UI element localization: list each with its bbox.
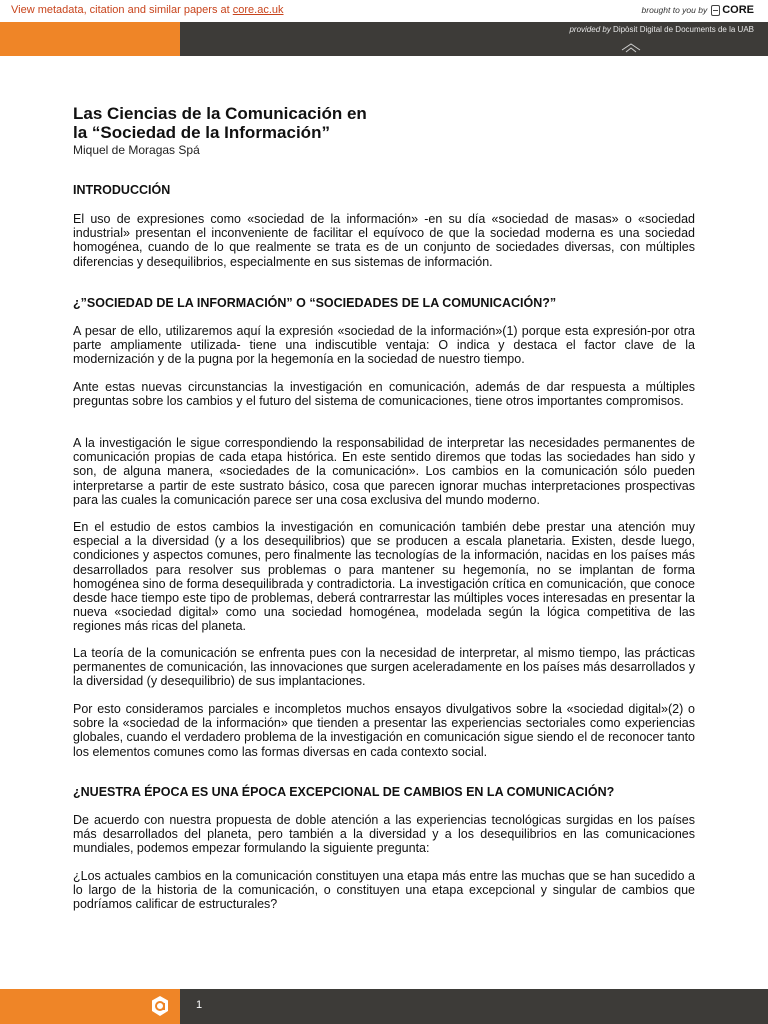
title-line-2: la “Sociedad de la Información” bbox=[73, 123, 330, 142]
view-metadata-label: View metadata, citation and similar papers at bbox=[11, 4, 230, 16]
core-logo-icon bbox=[711, 5, 720, 16]
paragraph-1: El uso de expresiones como «sociedad de la información» -en su día «sociedad de masas» o «sociedad industrial» presentan el inconveniente de facilitar el equívoco de que la sociedad moderna es una sociedad homogénea, cuando de lo que realmente se trata es de un conjunto de sociedades diversas, con múltiples diferencias y desequilibrios, especialmente en sus sistemas de información. bbox=[73, 212, 695, 269]
paragraph-5: En el estudio de estos cambios la investigación en comunicación también debe prestar una atención muy especial a la diversidad (y a los desequilibrios) que se producen a escala planetaria. Existen, desde luego, condiciones y aspectos comunes, pero finalmente las tecnologías de la información, nacidas en los países más desarrollados para resolver sus problemas o para mantener su hegemonía, no se implantan de forma homogénea sino de forma desequilibrada y contradictoria. La investigación crítica en comunicación, que conoce desde hace tiempo este tipo de problemas, deberá contrarrestar las múltiples voces interesadas en presentar la nueva «sociedad digital» como una sociedad homogénea, modelada según la lógica competitiva de las regiones más ricas del planeta. bbox=[73, 520, 695, 634]
core-ac-uk-link[interactable]: core.ac.uk bbox=[232, 4, 284, 16]
brought-by-label: brought to you by bbox=[641, 5, 708, 15]
page-number: 1 bbox=[196, 999, 203, 1011]
provided-by-line bbox=[569, 25, 754, 34]
provider-header bbox=[0, 22, 768, 56]
section-heading-sociedad-informacion: ¿”SOCIEDAD DE LA INFORMACIÓN” O “SOCIEDADES DE LA COMUNICACIÓN?” bbox=[73, 296, 557, 310]
core-logo[interactable] bbox=[711, 4, 754, 16]
paragraph-3: Ante estas nuevas circunstancias la investigación en comunicación, además de dar respuesta a múltiples preguntas sobre los cambios y el futuro del sistema de comunicaciones, tiene otros importantes compromisos. bbox=[73, 380, 695, 409]
uab-logo-icon bbox=[620, 36, 642, 54]
paragraph-4: A la investigación le sigue correspondiendo la responsabilidad de interpretar las necesidades permanentes de comunicación propias de cada etapa histórica. En este sentido diremos que todas las sociedades han sido y son, de alguna manera, «sociedades de la comunicación». Los cambios en la comunicación sólo pueden interpretarse a partir de este sustrato básico, cosa que parecen ignorar muchas interpretaciones prospectivas para las cuales la comunicación parece ser una cosa exclusiva del mundo moderno. bbox=[73, 436, 695, 507]
section-heading-epoca-excepcional: ¿NUESTRA ÉPOCA ES UNA ÉPOCA EXCEPCIONAL DE CAMBIOS EN LA COMUNICACIÓN? bbox=[73, 785, 615, 799]
paragraph-7: Por esto consideramos parciales e incompletos muchos ensayos divulgativos sobre la «sociedad digital»(2) o sobre la «sociedad de la información» que tienden a presentar las experiencias sectoriales como experiencias globales, cuando el verdadero problema de la investigación en comunicación sigue siendo el de reconocer tanto los elementos comunes como las formas diversas en cada contexto social. bbox=[73, 702, 695, 759]
repository-link[interactable]: Dipòsit Digital de Documents de la UAB bbox=[613, 25, 754, 34]
core-logo-label: CORE bbox=[722, 4, 754, 16]
author: Miquel de Moragas Spá bbox=[73, 143, 200, 157]
journal-logo-graphic bbox=[0, 30, 3, 56]
page-footer bbox=[0, 989, 768, 1024]
title-line-1: Las Ciencias de la Comunicación en bbox=[73, 104, 367, 123]
core-banner bbox=[0, 0, 768, 23]
document-title bbox=[73, 104, 367, 142]
paragraph-9: ¿Los actuales cambios en la comunicación constituyen una etapa más entre las muchas que se han sucedido a lo largo de la historia de la comunicación, o constituyen una etapa excepcional y singular de cambios que podríamos calificar de estructurales? bbox=[73, 869, 695, 912]
section-heading-introduccion: INTRODUCCIÓN bbox=[73, 183, 171, 197]
paragraph-6: La teoría de la comunicación se enfrenta pues con la necesidad de interpretar, al mismo tiempo, las prácticas permanentes de comunicación, las innovaciones que surgen aceleradamente en los países más desarrollados y la diversidad (y desequilibrio) de sus implantaciones. bbox=[73, 646, 695, 689]
core-metadata-text bbox=[11, 4, 284, 16]
journal-brand-block bbox=[0, 22, 180, 56]
provided-by-label: provided by bbox=[569, 25, 611, 34]
paragraph-2: A pesar de ello, utilizaremos aquí la expresión «sociedad de la información»(1) porque esta expresión-por otra parte ampliamente utilizada- tiene una indiscutible ventaja: O indica y destaca el factor clave de la modernización y de la pugna por la hegemonía en la sociedad de nuestro tiempo. bbox=[73, 324, 695, 367]
journal-mark-icon bbox=[150, 995, 170, 1017]
brought-to-you-by[interactable] bbox=[642, 4, 754, 16]
paragraph-8: De acuerdo con nuestra propuesta de doble atención a las experiencias tecnológicas surgidas en los países más desarrollados del planeta, pero también a la diversidad y a los desequilibrios en las comunicaciones mundiales, podemos empezar formulando la siguiente pregunta: bbox=[73, 813, 695, 856]
